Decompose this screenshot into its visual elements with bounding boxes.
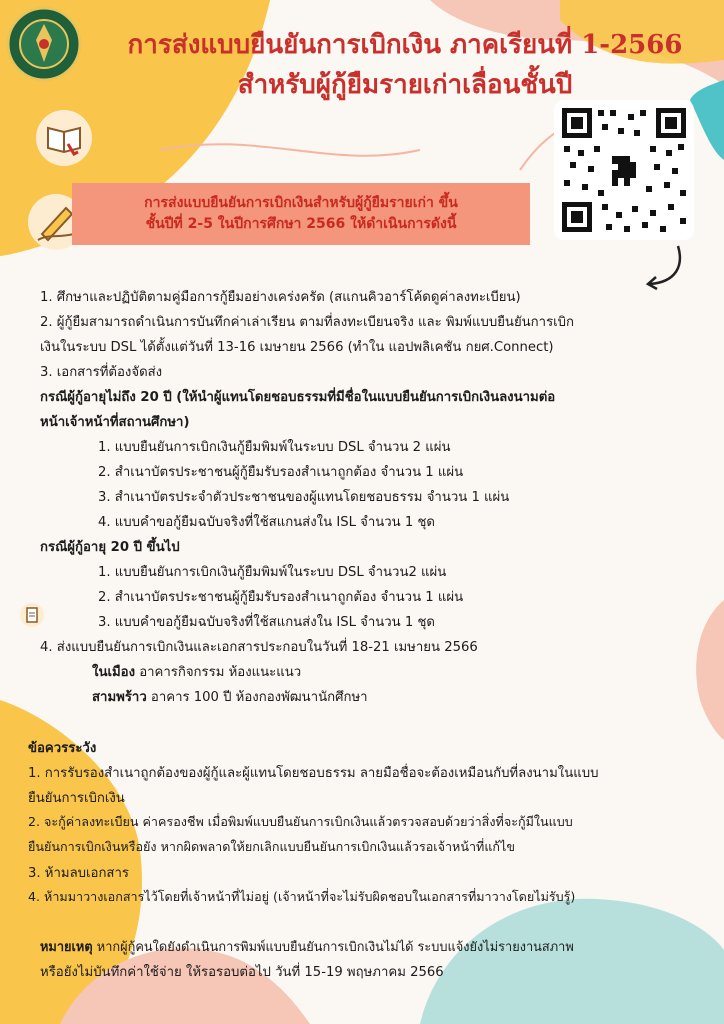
- case-under-20-line2: หน้าเจ้าหน้าที่สถานศึกษา): [40, 415, 190, 430]
- note-line2: หรือยังไม่บันทึกค่าใช้จ่าย ให้รอรอบต่อไป วันที่ 15-19 พฤษภาคม 2566: [40, 965, 444, 980]
- case-under-20-item4: 4. แบบคำขอกู้ยืมฉบับจริงที่ใช้สแกนส่งใน ISL จำนวน 1 ชุด: [98, 515, 435, 530]
- curved-arrow-icon: [640, 242, 690, 292]
- cautions-heading: ข้อควรระวัง: [28, 741, 97, 756]
- location-2-place: อาคาร 100 ปี ห้องกองพัฒนานักศึกษา: [146, 690, 368, 705]
- location-1: [92, 661, 301, 682]
- case-under-20-item1: 1. แบบยืนยันการเบิกเงินกู้ยืมพิมพ์ในระบบ DSL จำนวน 2 แผ่น: [98, 440, 451, 455]
- clipboard-icon: [20, 603, 44, 627]
- case-under-20-line1: กรณีผู้กู้อายุไม่ถึง 20 ปี (ให้นำผู้แทนโดยชอบธรรมที่มีชื่อในแบบยืนยันการเบิกเงินลงนามต่อ: [40, 390, 556, 405]
- case-20-plus-item3: 3. แบบคำขอกู้ยืมฉบับจริงที่ใช้สแกนส่งใน ISL จำนวน 1 ชุด: [98, 615, 435, 630]
- intro-banner: [72, 183, 530, 245]
- banner-line2: ชั้นปีที่ 2-5 ในปีการศึกษา 2566 ให้ดำเนินการดังนี้: [145, 216, 457, 232]
- caution-4: 4. ห้ามมาวางเอกสารไว้โดยที่เจ้าหน้าที่ไม่อยู่ (เจ้าหน้าที่จะไม่รับผิดชอบในเอกสารที่มาวางโดยไม่รับรู้): [28, 889, 576, 904]
- caution-2-line1: 2. จะกู้ค่าลงทะเบียน ค่าครองชีพ เมื่อพิมพ์แบบยืนยันการเบิกเงินแล้วตรวจสอบด้วยว่าสิ่งที่จะกู้มีในแบบ: [28, 814, 573, 829]
- book-icon: [36, 110, 92, 166]
- note-label: หมายเหตุ: [40, 940, 93, 955]
- note-text1: หากผู้กู้คนใดยังดำเนินการพิมพ์แบบยืนยันการเบิกเงินไม่ได้ ระบบแจ้งยังไม่รายงานสภาพ: [92, 940, 574, 955]
- case-20-plus: กรณีผู้กู้อายุ 20 ปี ขึ้นไป: [40, 540, 180, 555]
- caution-2-line2: ยืนยันการเบิกเงินหรือยัง หากผิดพลาดให้ยกเลิกแบบยืนยันการเบิกเงินแล้วรอเจ้าหน้าที่แก้ไข: [28, 839, 515, 854]
- step-4: 4. ส่งแบบยืนยันการเบิกเงินและเอกสารประกอบในวันที่ 18-21 เมษายน 2566: [40, 640, 478, 655]
- note-line1: [40, 936, 574, 957]
- qr-code-icon[interactable]: [554, 100, 694, 240]
- step-3: 3. เอกสารที่ต้องจัดส่ง: [40, 365, 163, 380]
- caution-1-line1: 1. การรับรองสำเนาถูกต้องของผู้กู้และผู้แทนโดยชอบธรรม ลายมือชื่อจะต้องเหมือนกับที่ลงนามในแบบ: [28, 766, 599, 781]
- case-20-plus-item1: 1. แบบยืนยันการเบิกเงินกู้ยืมพิมพ์ในระบบ DSL จำนวน2 แผ่น: [98, 565, 447, 580]
- location-2: [92, 686, 368, 707]
- location-1-name: ในเมือง: [92, 665, 136, 680]
- step-2-line2: เงินในระบบ DSL ได้ตั้งแต่วันที่ 13-16 เมษายน 2566 (ทำใน แอปพลิเคชัน กยศ.Connect): [40, 340, 554, 355]
- step-1: 1. ศึกษาและปฏิบัติตามคู่มือการกู้ยืมอย่างเคร่งครัด (สแกนคิวอาร์โค้ดดูค่าลงทะเบียน): [40, 290, 521, 305]
- location-1-place: อาคารกิจกรรม ห้องแนะแนว: [135, 665, 302, 680]
- banner-line1: การส่งแบบยืนยันการเบิกเงินสำหรับผู้กู้ยืมรายเก่า ขึ้น: [144, 195, 458, 211]
- page-title-line2: สำหรับผู้กู้ยืมรายเก่าเลื่อนชั้นปี: [237, 70, 573, 100]
- case-20-plus-item2: 2. สำเนาบัตรประชาชนผู้กู้ยืมรับรองสำเนาถูกต้อง จำนวน 1 แผ่น: [98, 590, 464, 605]
- caution-3: 3. ห้ามลบเอกสาร: [28, 866, 129, 881]
- page-title-line1: การส่งแบบยืนยันการเบิกเงิน ภาคเรียนที่ 1-2566: [127, 30, 683, 60]
- case-under-20-item2: 2. สำเนาบัตรประชาชนผู้กู้ยืมรับรองสำเนาถูกต้อง จำนวน 1 แผ่น: [98, 465, 464, 480]
- location-2-name: สามพร้าว: [92, 690, 147, 705]
- university-logo: [6, 6, 82, 82]
- caution-1-line2: ยืนยันการเบิกเงิน: [28, 791, 125, 806]
- case-under-20-item3: 3. สำเนาบัตรประจำตัวประชาชนของผู้แทนโดยชอบธรรม จำนวน 1 แผ่น: [98, 490, 510, 505]
- step-2-line1: 2. ผู้กู้ยืมสามารถดำเนินการบันทึกค่าเล่าเรียน ตามที่ลงทะเบียนจริง และ พิมพ์แบบยืนยันการเบิก: [40, 315, 575, 330]
